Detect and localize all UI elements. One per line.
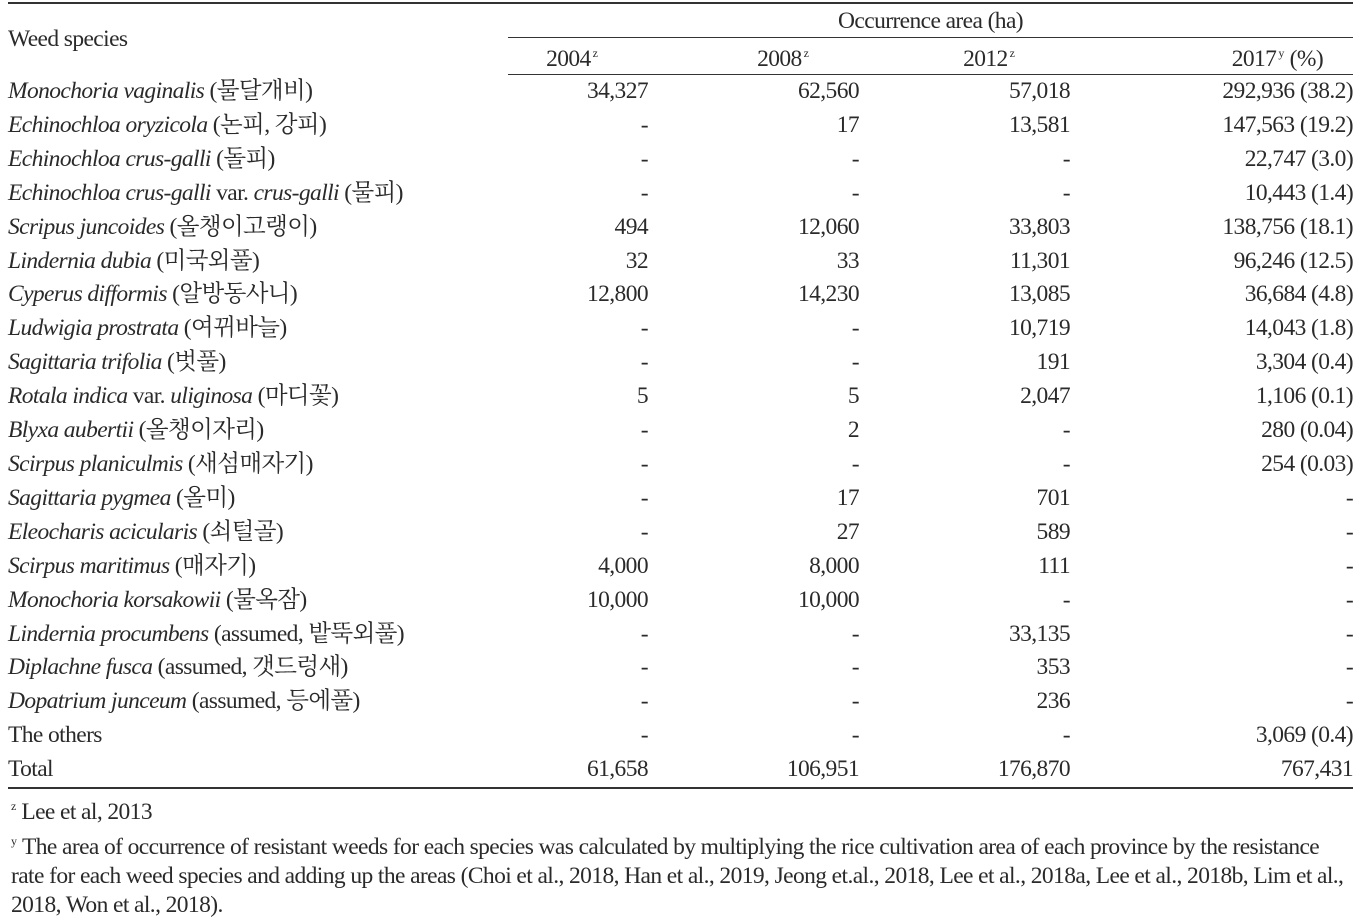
species-scientific-name: Scirpus maritimus (8, 552, 170, 579)
total-row (8, 753, 1353, 788)
area-value-2008: 10,000 (797, 586, 859, 613)
table-row (8, 109, 1353, 143)
species-name-text: (assumed, 갯드렁새) (152, 654, 348, 681)
species-name-cell (8, 109, 508, 143)
area-value-2008: 8,000 (809, 552, 859, 579)
footnote-y (11, 827, 1353, 920)
species-name-cell (8, 516, 508, 550)
species-scientific-name: Monochoria vaginalis (8, 77, 205, 104)
species-name-cell (8, 685, 508, 719)
species-name-text: (쇠털골) (197, 518, 284, 545)
species-name-text: (돌피) (210, 145, 275, 172)
area-value-2017: - (1345, 484, 1354, 511)
area-value-2004: - (640, 518, 648, 545)
table-row (8, 618, 1353, 652)
area-value-2017: 3,304 (0.4) (1255, 349, 1354, 376)
species-name-cell (8, 380, 508, 414)
area-value-2017: 36,684 (4.8) (1244, 281, 1354, 308)
area-value-2012: 589 (1036, 518, 1070, 545)
species-name-text: (올챙이자리) (133, 417, 264, 444)
species-scientific-name: Cyperus difformis (8, 281, 167, 308)
area-value-2004: - (640, 111, 648, 138)
area-value-2004: - (640, 450, 648, 477)
species-scientific-name: Echinochloa crus-galli (8, 145, 211, 172)
species-name-text: (올미) (170, 484, 235, 511)
table-row (8, 719, 1353, 753)
area-value-2012: 33,135 (1008, 620, 1070, 647)
species-scientific-name: Scirpus planiculmis (8, 450, 183, 477)
table-row (8, 516, 1353, 550)
species-name-text: (마디꽃) (252, 383, 339, 410)
species-name-cell (8, 278, 508, 312)
species-scientific-name: Monochoria korsakowii (8, 586, 221, 613)
area-value-2012: 57,018 (1008, 78, 1070, 104)
area-value-2008: - (851, 620, 859, 647)
table-row (8, 245, 1353, 279)
area-value-2008: - (851, 688, 859, 715)
footnote-mark: y (11, 834, 17, 849)
species-name-text: (알방동사니) (166, 281, 298, 308)
species-name-text: (매자기) (169, 552, 256, 579)
year-header-2004 (508, 38, 648, 75)
area-value-2008: 17 (836, 484, 859, 511)
area-value-2017: - (1345, 688, 1354, 715)
total-label: Total (8, 753, 508, 788)
species-name-text: (물달개비) (204, 77, 313, 104)
footnote-mark: z (592, 46, 598, 60)
table-footer (8, 753, 1353, 788)
species-name-text: (물옥잠) (220, 586, 307, 613)
area-value-2012: 13,085 (1008, 281, 1070, 308)
species-name-cell (8, 719, 508, 753)
year-label: 2017 (1231, 46, 1277, 72)
area-value-2008: - (851, 722, 859, 749)
year-header-2017 (1070, 38, 1353, 75)
area-value-2012: 13,581 (1008, 111, 1070, 138)
area-value-2008: - (851, 315, 859, 342)
area-value-2012: 11,301 (1009, 247, 1070, 274)
species-name-cell (8, 346, 508, 380)
table-row (8, 211, 1353, 245)
species-name-text: (assumed, 등에풀) (186, 688, 360, 715)
area-value-2012: 33,803 (1008, 213, 1070, 240)
weed-occurrence-table-figure (8, 2, 1353, 920)
table-row (8, 550, 1353, 584)
area-value-2017: - (1345, 620, 1354, 647)
table-row (8, 312, 1353, 346)
area-value-2004: - (640, 620, 648, 647)
species-name-text: var. (127, 383, 171, 410)
species-name-cell (8, 143, 508, 177)
species-scientific-name: Sagittaria pygmea (8, 484, 171, 511)
area-value-2012: 236 (1036, 688, 1070, 715)
species-name-cell (8, 75, 508, 109)
species-name-text: (assumed, 밭뚝외풀) (208, 620, 405, 647)
area-value-2017: 14,043 (1.8) (1244, 315, 1354, 342)
area-value-2012: - (1062, 145, 1070, 172)
area-value-2017: - (1345, 654, 1354, 681)
area-value-2004: - (640, 349, 648, 376)
area-value-2004: 34,327 (586, 78, 648, 104)
occurrence-area-header: Occurrence area (ha) (508, 3, 1353, 38)
area-value-2012: - (1062, 417, 1070, 444)
table-row (8, 482, 1353, 516)
area-value-2004: 10,000 (586, 586, 648, 613)
species-scientific-name: Ludwigia prostrata (8, 315, 179, 342)
species-scientific-name: Eleocharis acicularis (8, 518, 198, 545)
species-scientific-name: Lindernia dubia (8, 247, 152, 274)
species-scientific-name: Blyxa aubertii (8, 417, 134, 444)
species-name-cell (8, 245, 508, 279)
area-value-2004: - (640, 315, 648, 342)
area-value-2008: 14,230 (797, 281, 859, 308)
species-name-text: (새섬매자기) (182, 450, 313, 477)
area-value-2017: 280 (0.04) (1261, 417, 1354, 444)
species-name-cell (8, 550, 508, 584)
area-value-2004: - (640, 145, 648, 172)
area-value-2012: - (1062, 586, 1070, 613)
year-label: 2004 (546, 46, 591, 72)
area-value-2004: - (640, 417, 648, 444)
footnote-mark: y (1278, 46, 1285, 60)
table-row (8, 380, 1353, 414)
area-value-2008: - (851, 349, 859, 376)
table-row (8, 584, 1353, 618)
footnote-mark: z (11, 799, 17, 814)
table-row (8, 414, 1353, 448)
area-value-2008: - (851, 179, 859, 206)
table-row (8, 278, 1353, 312)
year-label: 2012 (963, 46, 1008, 72)
species-scientific-name: Dopatrium junceum (8, 688, 187, 715)
total-value-2008: 106,951 (648, 753, 859, 788)
table-row (8, 177, 1353, 211)
area-value-2004: 12,800 (586, 281, 648, 308)
year-header-2008 (648, 38, 859, 75)
species-scientific-name: Lindernia procumbens (8, 620, 209, 647)
species-name-cell (8, 177, 508, 211)
area-value-2017: - (1345, 586, 1354, 613)
area-value-2004: - (640, 688, 648, 715)
area-value-2012: 353 (1036, 654, 1070, 681)
area-value-2012: 111 (1038, 552, 1070, 579)
area-value-2008: - (851, 145, 859, 172)
area-value-2004: 32 (625, 247, 648, 274)
percent-label: (%) (1284, 46, 1324, 72)
species-name-cell (8, 414, 508, 448)
footnote-mark: z (1009, 46, 1015, 60)
area-value-2012: 10,719 (1008, 315, 1070, 342)
area-value-2008: 33 (836, 247, 859, 274)
species-name-text: var. (210, 179, 254, 206)
area-value-2012: 2,047 (1020, 383, 1070, 410)
species-scientific-name: Rotala indica (8, 383, 128, 410)
area-value-2012: 191 (1036, 349, 1070, 376)
area-value-2008: 12,060 (797, 213, 859, 240)
area-value-2008: 17 (836, 111, 859, 138)
area-value-2012: - (1062, 722, 1070, 749)
table-row (8, 448, 1353, 482)
area-value-2008: 62,560 (797, 78, 859, 104)
area-value-2004: - (640, 654, 648, 681)
species-scientific-name: Sagittaria trifolia (8, 349, 162, 376)
area-value-2004: - (640, 722, 648, 749)
footnote-z (11, 792, 1353, 827)
species-name-text: (여뀌바늘) (178, 315, 287, 342)
species-name-cell (8, 618, 508, 652)
area-value-2008: - (851, 654, 859, 681)
area-value-2004: - (640, 179, 648, 206)
table-body (8, 75, 1353, 754)
total-value-2004: 61,658 (508, 753, 648, 788)
table-row (8, 685, 1353, 719)
area-value-2017: 3,069 (0.4) (1255, 722, 1354, 749)
species-scientific-name: Echinochloa oryzicola (8, 111, 208, 138)
species-scientific-name: Scripus juncoides (8, 213, 165, 240)
area-value-2012: 701 (1036, 484, 1070, 511)
species-name-cell (8, 211, 508, 245)
species-name-text: (벗풀) (161, 349, 226, 376)
species-name-cell (8, 448, 508, 482)
area-value-2008: - (851, 450, 859, 477)
footnote-text: Lee et al, 2013 (21, 799, 152, 826)
species-name-cell (8, 651, 508, 685)
footnote-text: The area of occurrence of resistant weeds for each species was calculated by multiplying the rice cultivation area of each province by the resistance rate for each weed species and adding up the areas (Choi et al., 2018, Han et al., 2019, Jeong et.al., 2018, Lee et al., 2018a, Lee et al., 2018b, Lim et al., 2018, Won et al., 2018). (11, 834, 1344, 919)
species-name-text: (미국외풀) (151, 247, 260, 274)
area-value-2017: 10,443 (1.4) (1244, 179, 1354, 206)
area-value-2017: 147,563 (19.2) (1222, 111, 1354, 138)
area-value-2017: 22,747 (3.0) (1244, 145, 1354, 172)
area-value-2004: - (640, 484, 648, 511)
table-row (8, 651, 1353, 685)
area-value-2017: - (1345, 518, 1354, 545)
area-value-2004: 4,000 (598, 552, 648, 579)
species-name-cell (8, 584, 508, 618)
species-column-header: Weed species (8, 26, 128, 53)
species-scientific-name: uliginosa (170, 383, 253, 410)
species-name-text: (물피) (338, 179, 403, 206)
area-value-2012: - (1062, 179, 1070, 206)
weed-occurrence-table (8, 2, 1353, 789)
species-scientific-name: crus-galli (253, 179, 339, 206)
species-scientific-name: Echinochloa crus-galli (8, 179, 211, 206)
header-row-group (8, 3, 1353, 38)
area-value-2004: 5 (636, 383, 648, 410)
area-value-2004: 494 (614, 213, 648, 240)
species-name-text: The others (8, 722, 102, 749)
area-value-2017: 138,756 (18.1) (1222, 213, 1354, 240)
area-value-2008: 5 (847, 383, 859, 410)
area-value-2017: 1,106 (0.1) (1255, 383, 1354, 410)
area-value-2008: 27 (836, 518, 859, 545)
species-name-text: (논피, 강피) (207, 111, 327, 138)
area-value-2008: 2 (847, 417, 859, 444)
area-value-2017: - (1345, 552, 1354, 579)
area-value-2017: 292,936 (38.2) (1222, 78, 1354, 104)
table-row (8, 346, 1353, 380)
year-header-2012 (859, 38, 1070, 75)
species-name-text: (올챙이고랭이) (164, 213, 317, 240)
table-header (8, 3, 1353, 75)
species-scientific-name: Diplachne fusca (8, 654, 153, 681)
area-value-2017: 96,246 (12.5) (1233, 247, 1354, 274)
year-label: 2008 (757, 46, 802, 72)
species-name-cell (8, 482, 508, 516)
area-value-2017: 254 (0.03) (1261, 450, 1354, 477)
table-row (8, 75, 1353, 109)
total-value-2017: 767,431 (1070, 753, 1353, 788)
total-value-2012: 176,870 (859, 753, 1070, 788)
area-value-2012: - (1062, 450, 1070, 477)
footnote-mark: z (803, 46, 809, 60)
species-name-cell (8, 312, 508, 346)
table-row (8, 143, 1353, 177)
